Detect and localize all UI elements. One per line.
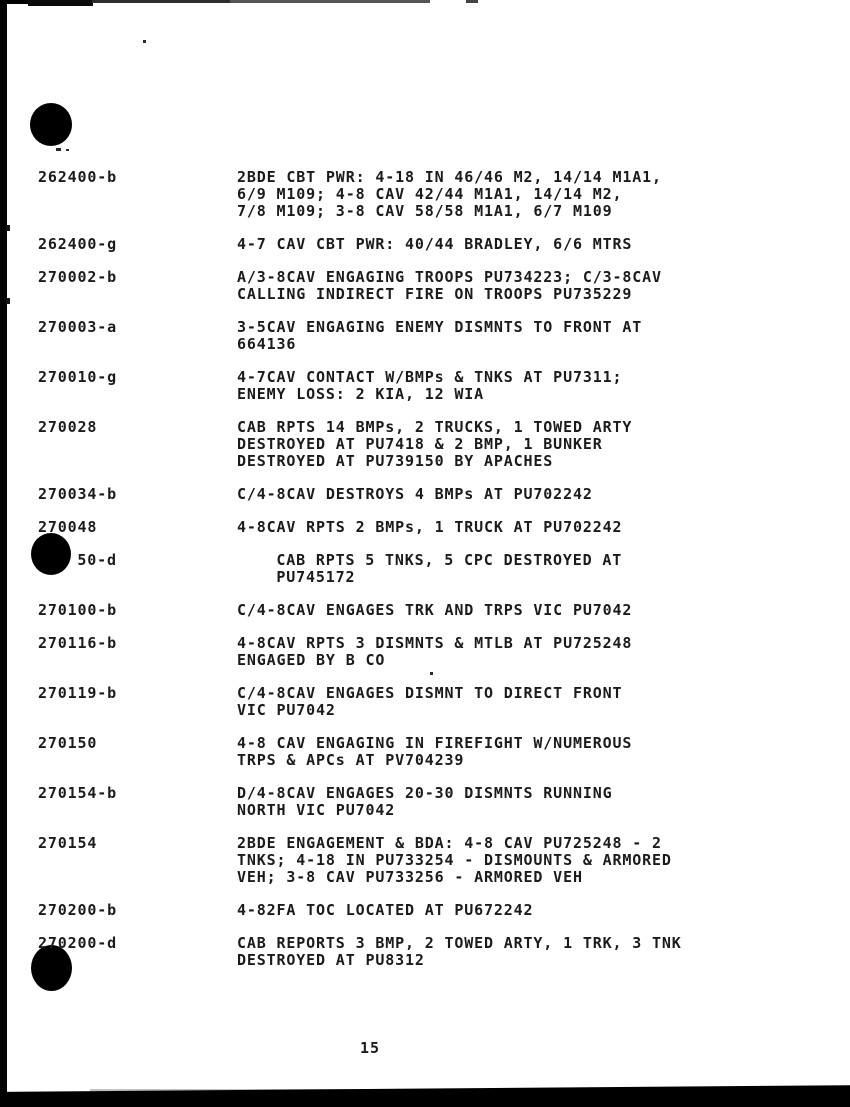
entry-dtg-label: 262400-b: [38, 168, 118, 186]
entry-dtg-label: 50-d: [77, 551, 117, 569]
entry-description: CAB RPTS 5 TNKS, 5 CPC DESTROYED AT PU745172: [276, 551, 623, 586]
entry-dtg-label: 270002-b: [38, 268, 118, 286]
scan-edge-left: [0, 0, 7, 1107]
entry-description: 4-82FA TOC LOCATED AT PU672242: [237, 901, 534, 919]
journal-entry: [38, 319, 682, 353]
journal-entry: [38, 685, 682, 719]
entry-description: C/4-8CAV ENGAGES DISMNT TO DIRECT FRONT VIC PU7042: [237, 684, 623, 719]
journal-entry: [38, 269, 682, 303]
scan-edge-top: [28, 0, 93, 6]
entry-description: 4-7CAV CONTACT W/BMPs & TNKS AT PU7311; ENEMY LOSS: 2 KIA, 12 WIA: [237, 368, 623, 403]
entry-dtg-label: 270119-b: [38, 684, 118, 702]
entry-description: 2BDE CBT PWR: 4-18 IN 46/46 M2, 14/14 M1A1, 6/9 M109; 4-8 CAV 42/44 M1A1, 14/14 M2, 7/8 M109; 3-8 CAV 58/58 M1A1, 6/7 M109: [237, 168, 662, 220]
entry-description: A/3-8CAV ENGAGING TROOPS PU734223; C/3-8CAV CALLING INDIRECT FIRE ON TROOPS PU735229: [237, 268, 662, 303]
journal-entry: [38, 169, 682, 220]
journal-entry: [38, 519, 682, 536]
journal-entry: [38, 236, 682, 253]
entry-dtg-label: 270150: [38, 734, 98, 752]
journal-entry: [38, 835, 682, 886]
entry-dtg-label: 270010-g: [38, 368, 118, 386]
entry-dtg-label: 270034-b: [38, 485, 118, 503]
entry-description: 2BDE ENGAGEMENT & BDA: 4-8 CAV PU725248 - 2 TNKS; 4-18 IN PU733254 - DISMOUNTS & ARMORED VEH; 3-8 CAV PU733256 - ARMORED VEH: [237, 834, 672, 886]
scan-edge-left-nub: [6, 298, 10, 304]
scan-edge-top-tick: [466, 0, 478, 3]
entry-description: 4-8CAV RPTS 2 BMPs, 1 TRUCK AT PU702242: [237, 518, 623, 536]
scan-edge-top: [230, 0, 430, 3]
journal-entry-list: [38, 169, 682, 985]
entry-description: C/4-8CAV ENGAGES TRK AND TRPS VIC PU7042: [237, 601, 633, 619]
journal-entry: [38, 785, 682, 819]
entry-dtg-label: 270003-a: [38, 318, 118, 336]
scan-edge-top: [92, 0, 232, 3]
entry-dtg-label: 270200-b: [38, 901, 118, 919]
journal-entry: [38, 902, 682, 919]
journal-entry: [38, 935, 682, 969]
scan-speck: [143, 40, 146, 43]
journal-entry: [38, 602, 682, 619]
entry-dtg-label: 270100-b: [38, 601, 118, 619]
entry-dtg-label: 270028: [38, 418, 98, 436]
entry-description: 4-8 CAV ENGAGING IN FIREFIGHT W/NUMEROUS TRPS & APCs AT PV704239: [237, 734, 633, 769]
hole-punch-top: [30, 103, 72, 146]
entry-description: D/4-8CAV ENGAGES 20-30 DISMNTS RUNNING NORTH VIC PU7042: [237, 784, 613, 819]
entry-description: 3-5CAV ENGAGING ENEMY DISMNTS TO FRONT AT 664136: [237, 318, 643, 353]
entry-description: CAB RPTS 14 BMPs, 2 TRUCKS, 1 TOWED ARTY DESTROYED AT PU7418 & 2 BMP, 1 BUNKER DESTROYED AT PU739150 BY APACHES: [237, 418, 633, 470]
journal-entry: [38, 369, 682, 403]
entry-description: 4-8CAV RPTS 3 DISMNTS & MTLB AT PU725248 ENGAGED BY B CO: [237, 634, 633, 669]
entry-dtg-label: 270116-b: [38, 634, 118, 652]
scan-edge-top: [0, 0, 30, 4]
entry-dtg-label: 262400-g: [38, 235, 118, 253]
entry-dtg-label: 270154-b: [38, 784, 118, 802]
journal-entry: [38, 735, 682, 769]
journal-entry: [38, 635, 682, 669]
scan-edge-left-nub: [6, 225, 10, 231]
journal-entry: [38, 486, 682, 503]
entry-description: CAB REPORTS 3 BMP, 2 TOWED ARTY, 1 TRK, 3 TNK DESTROYED AT PU8312: [237, 934, 682, 969]
entry-description: C/4-8CAV DESTROYS 4 BMPs AT PU702242: [237, 485, 593, 503]
page-number: 15: [359, 1039, 381, 1057]
scan-speck: [56, 148, 61, 151]
entry-dtg-label: 270048: [38, 518, 98, 536]
scan-speck: [66, 149, 69, 151]
entry-dtg-label: 270154: [38, 834, 98, 852]
journal-entry: [38, 552, 682, 586]
entry-description: 4-7 CAV CBT PWR: 40/44 BRADLEY, 6/6 MTRS: [237, 235, 633, 253]
entry-dtg-label: 270200-d: [38, 934, 118, 952]
journal-entry: [38, 419, 682, 470]
